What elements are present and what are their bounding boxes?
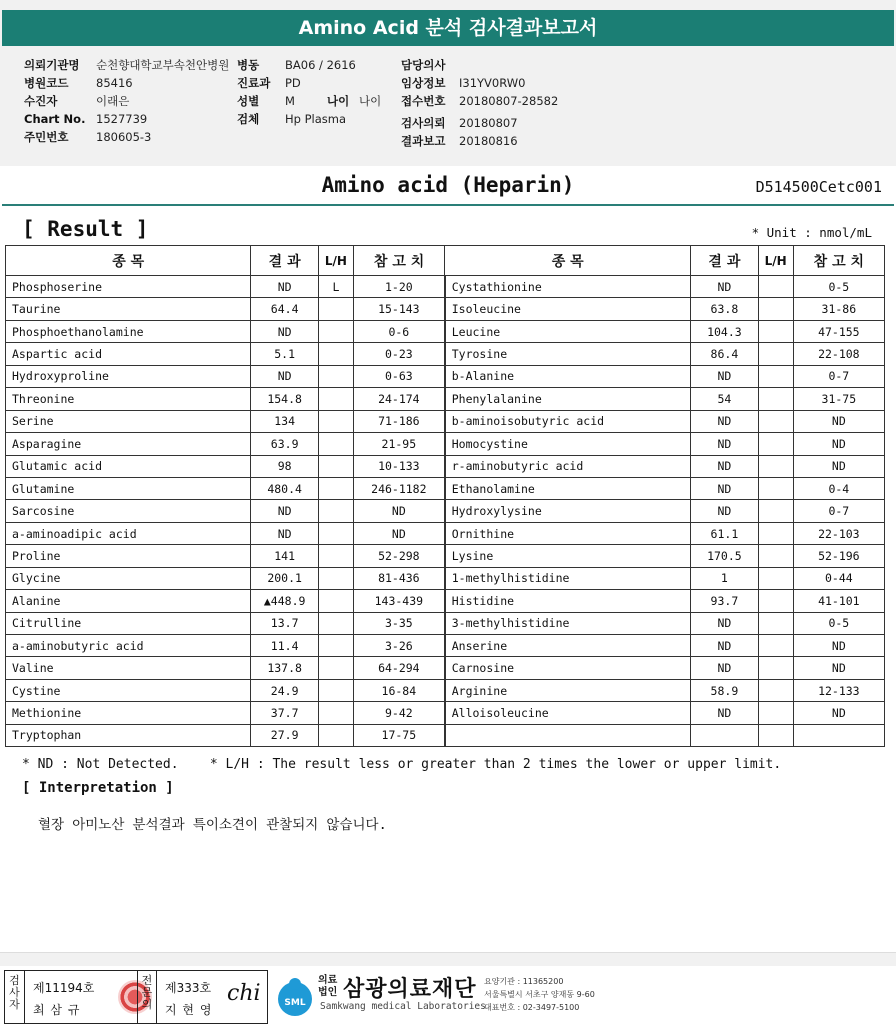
table-row [6,276,885,298]
lh-flag [318,702,353,724]
result-value: 64.4 [251,298,318,320]
table-row [6,500,885,522]
item-name: r-aminobutyric acid [445,455,691,477]
table-row [6,410,885,432]
field-value: 20180816 [459,134,518,148]
field-label: 검사의뢰 [401,116,446,130]
lh-flag [318,365,353,387]
reference-range: 0-4 [793,477,884,499]
reference-range: 0-44 [793,567,884,589]
result-value: 86.4 [691,343,758,365]
org-name: 삼광의료재단 [343,977,477,1002]
lh-flag [318,590,353,612]
reference-range: ND [353,522,444,544]
item-name: a-aminobutyric acid [6,635,251,657]
lh-flag [758,388,793,410]
result-value: 134 [251,410,318,432]
lh-flag [758,635,793,657]
org-type-1: 의료 [318,975,338,986]
reference-range: ND [793,433,884,455]
lh-flag [318,410,353,432]
tester-cell [25,971,137,1023]
reference-range: 3-26 [353,635,444,657]
reviewer-cell [157,971,267,1023]
item-name: Cystathionine [445,276,691,298]
item-name: Serine [6,410,251,432]
reference-range: 31-75 [793,388,884,410]
reviewer-label: 전문의 [137,971,157,1023]
lh-flag [318,635,353,657]
reference-range: ND [793,410,884,432]
org-english-name: Samkwang medical Laboratories [320,1001,486,1012]
reference-range: 31-86 [793,298,884,320]
reference-range: 24-174 [353,388,444,410]
reference-range: 21-95 [353,433,444,455]
result-value: ND [691,635,758,657]
item-name: Aspartic acid [6,343,251,365]
field-value: 순천향대학교부속천안병원 [96,58,230,72]
item-name: Phosphoserine [6,276,251,298]
col-header-reference: 참 고 치 [793,246,884,276]
reference-range: 9-42 [353,702,444,724]
field-label: 의뢰기관명 [24,58,80,72]
lh-flag: L [318,276,353,298]
lh-flag [758,298,793,320]
lh-flag [318,500,353,522]
result-value: ND [691,500,758,522]
lh-flag [318,679,353,701]
lh-flag [758,724,793,746]
result-value: 37.7 [251,702,318,724]
table-row [6,365,885,387]
org-code: 요양기관 : 11365200 [484,977,564,986]
lh-flag [318,433,353,455]
item-name: Valine [6,657,251,679]
table-row [6,612,885,634]
item-name: Anserine [445,635,691,657]
result-value: ND [691,455,758,477]
table-row [6,477,885,499]
reference-range: 41-101 [793,590,884,612]
report-header-title: Amino Acid 분석 검사결과보고서 [2,10,894,46]
reference-range: 16-84 [353,679,444,701]
table-row [6,320,885,342]
age-label: 나이 [327,94,350,108]
lh-flag [758,590,793,612]
col-header-result: 결 과 [691,246,758,276]
table-row [6,343,885,365]
org-address: 서울특별시 서초구 양재동 9-60 [484,990,595,999]
field-value: Hp Plasma [285,112,347,126]
result-value: ND [691,365,758,387]
reference-range: 0-6 [353,320,444,342]
item-name: Proline [6,545,251,567]
result-value: ND [691,410,758,432]
item-name: Alloisoleucine [445,702,691,724]
result-value: 170.5 [691,545,758,567]
result-value: ND [251,320,318,342]
lh-flag [758,679,793,701]
reviewer-license: 제333호 [165,981,212,995]
patient-info-col3 [401,56,558,150]
item-name: Glutamine [6,477,251,499]
lh-flag [318,545,353,567]
result-value: 200.1 [251,567,318,589]
item-name: Threonine [6,388,251,410]
item-name: Carnosine [445,657,691,679]
lh-flag [758,612,793,634]
col-header-result: 결 과 [251,246,318,276]
item-name: Ornithine [445,522,691,544]
lh-flag [318,388,353,410]
report-title-band [2,170,894,206]
reference-range: ND [793,657,884,679]
footer-divider [0,952,896,966]
reference-range: 52-298 [353,545,444,567]
lh-flag [318,343,353,365]
item-name: Leucine [445,320,691,342]
result-value: 154.8 [251,388,318,410]
col-header-lh: L/H [318,246,353,276]
lh-flag [758,567,793,589]
item-name: Asparagine [6,433,251,455]
item-name: Histidine [445,590,691,612]
reference-range: 0-5 [793,612,884,634]
lh-flag [758,522,793,544]
lh-flag [318,567,353,589]
item-name: Alanine [6,590,251,612]
reference-range: 22-108 [793,343,884,365]
reference-range: 52-196 [793,545,884,567]
reference-range [793,724,884,746]
result-value: ND [691,477,758,499]
reference-range: 47-155 [793,320,884,342]
item-name: Tryptophan [6,724,251,746]
lh-flag [758,410,793,432]
item-name [445,724,691,746]
item-name: Hydroxyproline [6,365,251,387]
result-value: 1 [691,567,758,589]
item-name: Lysine [445,545,691,567]
result-value: 480.4 [251,477,318,499]
result-value: ND [251,276,318,298]
field-value: 1527739 [96,112,148,126]
lh-flag [318,724,353,746]
field-value: 이래은 [96,94,130,108]
result-value: 63.9 [251,433,318,455]
result-value: 98 [251,455,318,477]
lh-flag [318,455,353,477]
lh-flag [758,433,793,455]
field-value: 20180807-28582 [459,94,559,108]
table-row [6,657,885,679]
lh-flag [758,477,793,499]
interpretation-title: [ Interpretation ] [22,780,174,796]
lh-flag [318,522,353,544]
col-header-reference: 참 고 치 [353,246,444,276]
lh-flag [758,702,793,724]
table-row [6,590,885,612]
lh-flag [758,455,793,477]
field-label: 결과보고 [401,134,446,148]
reference-range: 10-133 [353,455,444,477]
age-value: 나이 [359,94,382,108]
lh-flag [758,320,793,342]
field-value: PD [285,76,301,90]
sml-logo-icon [272,973,318,1019]
lh-flag [758,657,793,679]
field-label: 성별 [237,94,260,108]
col-header-item: 종 목 [6,246,251,276]
result-value: 93.7 [691,590,758,612]
field-label: 검체 [237,112,260,126]
table-row [6,679,885,701]
reference-range: ND [793,702,884,724]
result-value: 63.8 [691,298,758,320]
org-meta [484,975,595,1014]
result-value: 5.1 [251,343,318,365]
reference-range: 1-20 [353,276,444,298]
field-label: 임상정보 [401,76,446,90]
item-name: Citrulline [6,612,251,634]
lh-flag [758,365,793,387]
table-row [6,388,885,410]
tester-license: 제11194호 [33,981,95,995]
reference-range: 246-1182 [353,477,444,499]
result-value: 61.1 [691,522,758,544]
reference-range: 64-294 [353,657,444,679]
reference-range: ND [793,635,884,657]
item-name: b-aminoisobutyric acid [445,410,691,432]
logo-text: SML [284,998,306,1008]
lh-flag [758,500,793,522]
lh-flag [758,545,793,567]
field-value: 20180807 [459,116,518,130]
table-row [6,298,885,320]
table-row [6,433,885,455]
footnote [22,757,781,772]
reference-range: 17-75 [353,724,444,746]
table-header-row [6,246,885,276]
reference-range: ND [353,500,444,522]
lh-flag [318,320,353,342]
tester-label: 검사자 [5,971,25,1023]
reference-range: 3-35 [353,612,444,634]
lh-flag [318,298,353,320]
result-section-title: [ Result ] [22,217,149,241]
result-value: 13.7 [251,612,318,634]
item-name: Taurine [6,298,251,320]
result-value: 11.4 [251,635,318,657]
result-value: 141 [251,545,318,567]
field-value: 180605-3 [96,130,152,144]
table-row [6,522,885,544]
item-name: Phenylalanine [445,388,691,410]
item-name: Arginine [445,679,691,701]
field-value: I31YV0RW0 [459,76,526,90]
item-name: Hydroxylysine [445,500,691,522]
item-name: Glycine [6,567,251,589]
tester-name: 최 삼 규 [33,1003,81,1017]
patient-info-col1 [24,56,229,146]
item-name: Methionine [6,702,251,724]
reference-range: 81-436 [353,567,444,589]
field-label: 담당의사 [401,58,446,72]
field-value: BA06 / 2616 [285,58,356,72]
field-label: 수진자 [24,94,58,108]
reference-range: ND [793,455,884,477]
result-value: ND [251,522,318,544]
nd-note: * ND : Not Detected. [22,757,179,772]
reference-range: 12-133 [793,679,884,701]
lh-note: * L/H : The result less or greater than 2 times the lower or upper limit. [209,757,782,772]
interpretation-text: 혈장 아미노산 분석결과 특이소견이 관찰되지 않습니다. [38,817,387,833]
report-code: D514500Cetc001 [755,178,882,196]
lh-flag [318,657,353,679]
signature-box [4,970,268,1024]
result-value: ND [691,433,758,455]
result-value: ▲448.9 [251,590,318,612]
item-name: Phosphoethanolamine [6,320,251,342]
table-row [6,635,885,657]
result-value: 104.3 [691,320,758,342]
field-label: 병원코드 [24,76,69,90]
field-value: 85416 [96,76,133,90]
result-value: ND [251,365,318,387]
result-value: 24.9 [251,679,318,701]
item-name: Homocystine [445,433,691,455]
lh-flag [318,477,353,499]
org-type [318,975,337,999]
result-value: 27.9 [251,724,318,746]
reviewer-signature: chi [227,981,261,1006]
result-value: ND [691,657,758,679]
result-value: 58.9 [691,679,758,701]
field-label: 병동 [237,58,260,72]
table-row [6,455,885,477]
reference-range: 143-439 [353,590,444,612]
reference-range: 0-7 [793,500,884,522]
item-name: a-aminoadipic acid [6,522,251,544]
org-phone: 대표번호 : 02-3497-5100 [484,1003,580,1012]
reference-range: 15-143 [353,298,444,320]
reviewer-name: 지 현 영 [165,1003,213,1017]
report-title: Amino acid (Heparin) [321,173,575,197]
result-value: 137.8 [251,657,318,679]
col-header-lh: L/H [758,246,793,276]
result-value: 54 [691,388,758,410]
reference-range: 22-103 [793,522,884,544]
table-row [6,567,885,589]
patient-info-col2 [237,56,381,128]
item-name: Ethanolamine [445,477,691,499]
result-value: ND [691,702,758,724]
field-label: Chart No. [24,112,86,126]
result-table [5,245,885,747]
result-value: ND [691,612,758,634]
item-name: Tyrosine [445,343,691,365]
table-row [6,702,885,724]
item-name: Cystine [6,679,251,701]
table-row [6,545,885,567]
reference-range: 71-186 [353,410,444,432]
item-name: 1-methylhistidine [445,567,691,589]
lh-flag [318,612,353,634]
item-name: 3-methylhistidine [445,612,691,634]
table-row [6,724,885,746]
field-label: 접수번호 [401,94,446,108]
org-type-2: 법인 [318,987,338,998]
item-name: Sarcosine [6,500,251,522]
field-label: 주민번호 [24,130,69,144]
reference-range: 0-7 [793,365,884,387]
lh-flag [758,343,793,365]
reference-range: 0-63 [353,365,444,387]
item-name: Isoleucine [445,298,691,320]
result-value: ND [251,500,318,522]
item-name: b-Alanine [445,365,691,387]
field-value: M [285,94,295,108]
unit-label: * Unit : nmol/mL [751,225,872,240]
reference-range: 0-5 [793,276,884,298]
result-value: ND [691,276,758,298]
reference-range: 0-23 [353,343,444,365]
result-value [691,724,758,746]
item-name: Glutamic acid [6,455,251,477]
field-label: 진료과 [237,76,271,90]
lh-flag [758,276,793,298]
col-header-item: 종 목 [445,246,691,276]
